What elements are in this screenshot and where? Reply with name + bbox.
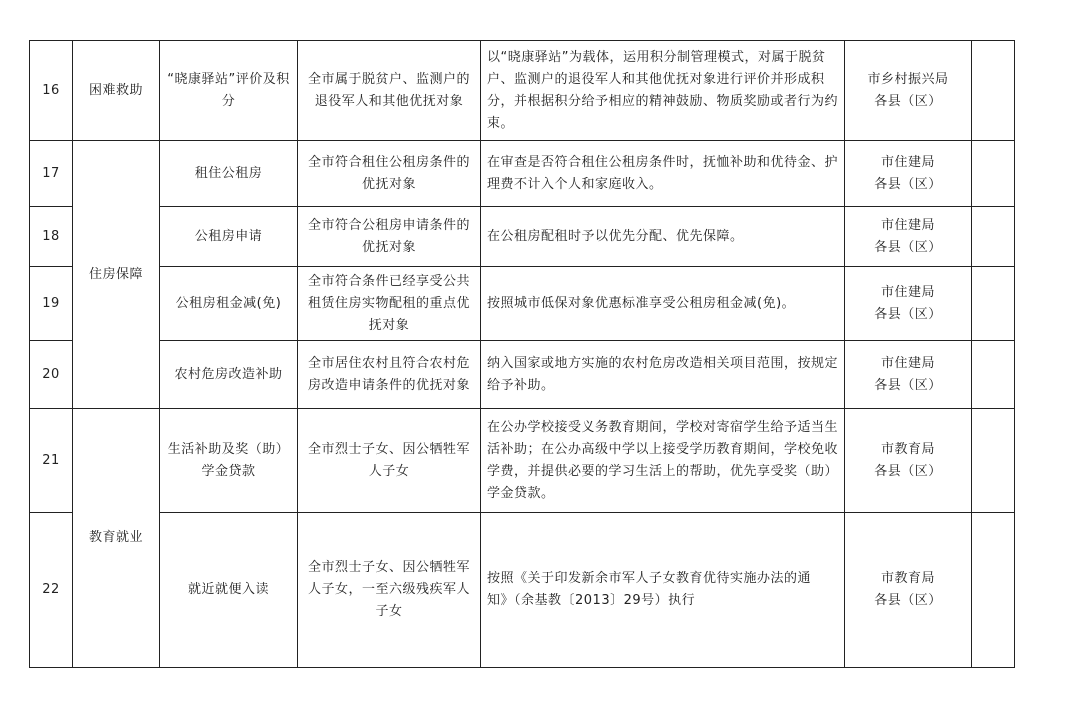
category-cell: 教育就业 — [73, 409, 160, 668]
table-row — [30, 267, 1015, 341]
content-cell: 按照《关于印发新余市军人子女教育优待实施办法的通知》（余基教〔2013〕29号）执行 — [481, 513, 845, 668]
remark-cell — [972, 207, 1015, 267]
content-cell: 在公租房配租时予以优先分配、优先保障。 — [481, 207, 845, 267]
target-cell: 全市居住农村且符合农村危房改造申请条件的优抚对象 — [298, 341, 481, 409]
row-number: 19 — [30, 267, 73, 341]
table-row — [30, 41, 1015, 141]
category-cell: 住房保障 — [73, 141, 160, 409]
remark-cell — [972, 513, 1015, 668]
dept-cell: 市教育局 各县（区） — [845, 409, 972, 513]
remark-cell — [972, 341, 1015, 409]
remark-cell — [972, 267, 1015, 341]
row-number: 20 — [30, 341, 73, 409]
table-row — [30, 341, 1015, 409]
category-cell: 困难救助 — [73, 41, 160, 141]
remark-cell — [972, 41, 1015, 141]
content-cell: 纳入国家或地方实施的农村危房改造相关项目范围，按规定给予补助。 — [481, 341, 845, 409]
row-number: 21 — [30, 409, 73, 513]
target-cell: 全市烈士子女、因公牺牲军人子女，一至六级残疾军人子女 — [298, 513, 481, 668]
remark-cell — [972, 141, 1015, 207]
item-cell: 农村危房改造补助 — [160, 341, 298, 409]
item-cell: 公租房租金减(免) — [160, 267, 298, 341]
table-row — [30, 207, 1015, 267]
table-row — [30, 513, 1015, 668]
item-cell: 生活补助及奖（助）学金贷款 — [160, 409, 298, 513]
row-number: 16 — [30, 41, 73, 141]
table-row — [30, 141, 1015, 207]
content-cell: 按照城市低保对象优惠标准享受公租房租金减(免)。 — [481, 267, 845, 341]
item-cell: 租住公租房 — [160, 141, 298, 207]
target-cell: 全市属于脱贫户、监测户的退役军人和其他优抚对象 — [298, 41, 481, 141]
dept-cell: 市住建局 各县（区） — [845, 141, 972, 207]
target-cell: 全市符合条件已经享受公共租赁住房实物配租的重点优抚对象 — [298, 267, 481, 341]
content-cell: 在审查是否符合租住公租房条件时，抚恤补助和优待金、护理费不计入个人和家庭收入。 — [481, 141, 845, 207]
content-cell: 以“晓康驿站”为载体，运用积分制管理模式，对属于脱贫户、监测户的退役军人和其他优抚对象进行评价并形成积分，并根据积分给予相应的精神鼓励、物质奖励或者行为约束。 — [481, 41, 845, 141]
dept-cell: 市住建局 各县（区） — [845, 341, 972, 409]
item-cell: 就近就便入读 — [160, 513, 298, 668]
table-row — [30, 409, 1015, 513]
dept-cell: 市住建局 各县（区） — [845, 207, 972, 267]
dept-cell: 市乡村振兴局 各县（区） — [845, 41, 972, 141]
item-cell: 公租房申请 — [160, 207, 298, 267]
dept-cell: 市教育局 各县（区） — [845, 513, 972, 668]
target-cell: 全市符合租住公租房条件的优抚对象 — [298, 141, 481, 207]
target-cell: 全市符合公租房申请条件的优抚对象 — [298, 207, 481, 267]
row-number: 22 — [30, 513, 73, 668]
content-cell: 在公办学校接受义务教育期间，学校对寄宿学生给予适当生活补助；在公办高级中学以上接受学历教育期间，学校免收学费，并提供必要的学习生活上的帮助，优先享受奖（助）学金贷款。 — [481, 409, 845, 513]
row-number: 17 — [30, 141, 73, 207]
policy-table — [29, 40, 1015, 668]
remark-cell — [972, 409, 1015, 513]
target-cell: 全市烈士子女、因公牺牲军人子女 — [298, 409, 481, 513]
dept-cell: 市住建局 各县（区） — [845, 267, 972, 341]
row-number: 18 — [30, 207, 73, 267]
item-cell: “晓康驿站”评价及积分 — [160, 41, 298, 141]
